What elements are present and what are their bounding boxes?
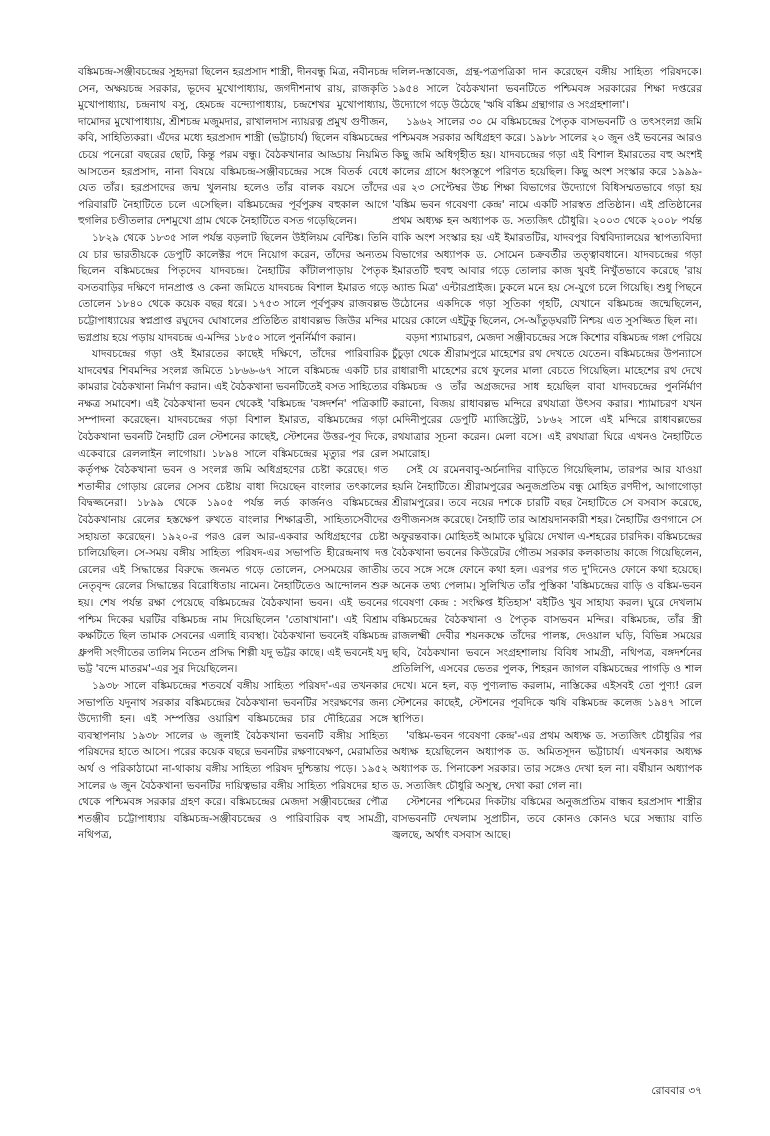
- paragraph: ১৯৬২ সালের ৩০ মে বঙ্কিমচন্দ্রের পৈতৃক বাসভবনটি ও তৎসংলগ্ন জমি পশ্চিমবঙ্গ সরকার অধিগ্রহণ করে। ১৯৮৮ সালের ২০ জুন ওই ভবনের আরও কিছু জমি অধিগৃহীত হয়। যাদবচন্দ্রের গড়া এই বিশাল ইমারতের বহু অংশই কালের গ্রাসে ধ্বংসস্তূপে পরিণত হয়েছিল। কিছু অংশ সংস্কার করে ১৯৯৯-এর ২৩ সেপ্টেম্বর উচ্চ শিক্ষা বিভাগের উদ্যোগে বিধিসম্মতভাবে গড়া হয় 'বঙ্কিম ভবন গবেষণা কেন্দ্র' নামে একটি সারস্বত প্রতিষ্ঠান। এই প্রতিষ্ঠানের প্রথম অধ্যক্ষ হন অধ্যাপক ড. সত্যজিৎ চৌধুরি। ২০০৩ থেকে ২০০৮ পর্যন্ত বাকি অংশ সংস্কার হয় এই ইমারতটির, যাদবপুর বিশ্ববিদ্যালয়ের স্থাপত্যবিদ্যা বিভাগের অধ্যাপক ড. সোমেন চক্রবর্তীর তত্ত্বাবধানে। যাদবচন্দ্রের গড়া ইমারতটি হুবহু আবার গড়ে তোলার কাজ খুবই নিখুঁতভাবে করেছে 'রায় অ্যান্ড মিত্র' এন্টারপ্রাইজ। ঢুকলে মনে হয় সে-যুগে চলে গিয়েছি। শুধু পিছনে উঠোনের একদিকে গড়া সূতিকা গৃহটি, যেখানে বঙ্কিমচন্দ্র জন্মেছিলেন, মায়ের কোলে এইটুকু ছিলেন, সে-আঁতুড়ঘরটি নিশ্চয় এত সুসজ্জিত ছিল না।: [392, 115, 702, 327]
- paragraph: 'বঙ্কিম-ভবন গবেষণা কেন্দ্র'-এর প্রথম অধ্যক্ষ ড. সত্যজিৎ চৌধুরির পর অধ্যক্ষ হয়েছিলেন অধ্যাপক ড. অমিতসূদন ভট্টাচার্য। এখনকার অধ্যক্ষ অধ্যাপক ড. পিনাকেশ সরকার। তার সঙ্গেও দেখা হল না। বর্ষীয়ান অধ্যাপক ড. সত্যজিৎ চৌধুরি অসুস্থ, দেখা করা গেল না।: [392, 729, 702, 792]
- paragraph: স্টেশনের পশ্চিমের দিকটায় বঙ্কিমের অনুজপ্রতিম বান্ধব হরপ্রসাদ শাস্ত্রীর বাসভবনটি দেখলাম সুপ্রাচীন, তবে কোনও কোনও ঘরে সন্ধ্যায় বাতি জ্বলছে, অর্থাৎ বসবাস আছে।: [392, 796, 702, 842]
- paragraph: বড়দা শ্যামাচরণ, মেজদা সঞ্জীবচন্দ্রের সঙ্গে কিশোর বঙ্কিমচন্দ্র গঙ্গা পেরিয়ে চুঁচুড়া থেকে শ্রীরামপুরে মাহেশের রথ দেখতে যেতেন। বঙ্কিমচন্দ্রের উপন্যাসে রাধারাণী মাহেশের রথে ফুলের মালা বেচতে গিয়েছিল। মাহেশের রথ দেখে বঙ্কিমচন্দ্র ও তাঁর অগ্রজদের সাধ হয়েছিল বাবা যাদবচন্দ্রের পুনর্নির্মাণ করানো, বিজয় রাধাবল্লভ মন্দিরে রথযাত্রা উৎসব করার। শ্যামাচরণ যখন মেদিনীপুরের ডেপুটি ম্যাজিস্ট্রেট, ১৮৬২ সালে এই মন্দিরে রাধাবল্লভের রথযাত্রার সূচনা করেন। মেলা বসে। এই রথযাত্রা ঘিরে এখনও নৈহাটিতে সমারোহ।: [392, 331, 702, 460]
- paragraph: ১৮২৯ থেকে ১৮৩৫ সাল পর্যন্ত বড়লাট ছিলেন উইলিয়ম বেন্টিঙ্ক। তিনি যে চার ভারতীয়কে ডেপুটি কালেক্টর পদে নিয়োগ করেন, তাঁদের অন্যতম ছিলেন বঙ্কিমচন্দ্রের পিতৃদেব যাদবচন্দ্র। নৈহাটির কাঁটালপাড়ায় পৈতৃক বসতবাড়ির দক্ষিণে দানপ্রাপ্ত ও কেনা জমিতে যাদবচন্দ্র বিশাল ইমারত গড়ে তোলেন ১৮৪০ থেকে কয়েক বছর ধরে। ১৭৫৩ সালে পূর্বপুরুষ রাজবল্লভ চট্টোপাধ্যায়ের স্বপ্নপ্রাপ্ত রঘুদেব ঘোষালের প্রতিষ্ঠিত রাধাবল্লভ জিউর মন্দির ভগ্নপ্রায় হয়ে পড়ায় যাদবচন্দ্র এ-মন্দির ১৮৫০ সালে পুনর্নির্মাণ করান।: [78, 231, 388, 344]
- paragraph: সেই যে রমেনবাবু-অর্চনাদির বাড়িতে গিয়েছিলাম, তারপর আর যাওয়া হয়নি নৈহাটিতে। শ্রীরামপুরের অনুজপ্রতিম বন্ধু মোহিত রণদীপ, আগাগোড়া শ্রীরামপুরের। তবে নয়ের দশকে চারটি বছর নৈহাটিতে সে বসবাস করেছে, গুণীজনসঙ্গ করেছে। নৈহাটি তার আশ্রয়দানকারী শহর। নৈহাটির গুণগানে সে অফুরন্তবাক। মোহিতই আমাকে ঘুরিয়ে দেখাল এ-শহরের চারদিক। বঙ্কিমচন্দ্রের বৈঠকখানা ভবনের কিউরেটর গৌতম সরকার কলকাতায় কাজে গিয়েছিলেন, তবে সঙ্গে সঙ্গে ফোনে কথা হল। এরপর গত দু'দিনেও ফোনে কথা হয়েছে। অনেক তথ্য পেলাম। সুলিখিত তাঁর পুস্তিকা 'বঙ্কিমচন্দ্রের বাড়ি ও বঙ্কিম-ভবন গবেষণা কেন্দ্র : সংক্ষিপ্ত ইতিহাস' বইটিও খুব সাহায্য করল। ঘুরে দেখলাম বঙ্কিমচন্দ্রের বৈঠকখানা ও পৈতৃক বাসভবন মন্দির। বঙ্কিমচন্দ্র, তাঁর স্ত্রী রাজলক্ষ্মী দেবীর শয়নকক্ষে তাঁদের পালঙ্ক, দেওয়াল ঘড়ি, বিভিন্ন সময়ের ছবি, বৈঠকখানা ভবনে সংগ্রহশালায় বিবিধ সামগ্রী, নথিপত্র, বঙ্গদর্শনের প্রতিলিপি, এসবের ভেতর পুলক, শিহরন জাগল বঙ্কিমচন্দ্রের পাগড়ি ও শাল দেখে। মনে হল, বড় পুণ্যলাভ করলাম, নাস্তিকের এইসবই তো পুণ্য! রেল স্টেশনের কাছেই, স্টেশনের পূবদিকে ঋষি বঙ্কিমচন্দ্র কলেজ ১৯৪৭ সালে স্থাপিত।: [392, 464, 702, 726]
- paragraph: দলিল-দস্তাবেজ, গ্রন্থ-পত্রপত্রিকা দান করেছেন বঙ্গীয় সাহিত্য পরিষদকে। ১৯৫৪ সালে বৈঠকখানা ভবনটিতে পশ্চিমবঙ্গ সরকারের শিক্ষা দপ্তরের উদ্যোগে গড়ে উঠেছে 'ঋষি বঙ্কিম গ্রন্থাগার ও সংগ্রহশালা'।: [392, 66, 702, 112]
- paragraph: ১৯৩৮ সালে বঙ্কিমচন্দ্রের শতবর্ষে বঙ্গীয় সাহিত্য পরিষদ'-এর তখনকার সভাপতি যদুনাথ সরকার বঙ্কিমচন্দ্রের বৈঠকখানা ভবনটির সংরক্ষণের জন্য উদ্যোগী হন। এই সম্পত্তির ওয়ারিশ বঙ্কিমচন্দ্রের চার দৌহিত্রের সঙ্গে ব্যবস্থাপনায় ১৯৩৮ সালের ৬ জুলাই বৈঠকখানা ভবনটি বঙ্গীয় সাহিত্য পরিষদের হাতে আসে। পরের কয়েক বছরে ভবনটির রক্ষণাবেক্ষণ, মেরামতির অর্থ ও পরিকাঠামো না-থাকায় বঙ্গীয় সাহিত্য পরিষদ দুশ্চিন্তায় পড়ে। ১৯৫২ সালের ৬ জুন বৈঠকখানা ভবনটির দায়িত্বভার বঙ্গীয় সাহিত্য পরিষদের হাত থেকে পশ্চিমবঙ্গ সরকার গ্রহণ করে। বঙ্কিমচন্দ্রের মেজদা সঞ্জীবচন্দ্রের পৌত্র শতঞ্জীব চট্টোপাধ্যায় বঙ্কিমচন্দ্র-সঞ্জীবচন্দ্রের ও পারিবারিক বহু সামগ্রী, নথিপত্র,: [78, 679, 388, 842]
- paragraph: যাদবচন্দ্রের গড়া ওই ইমারতের কাছেই দক্ষিণে, তাঁদের পারিবারিক যাদবেশ্বর শিবমন্দির সংলগ্ন জমিতে ১৮৬৬-৬৭ সালে বঙ্কিমচন্দ্র একটি চার কামরার বৈঠকখানা নির্মাণ করান। এই বৈঠকখানা ভবনটিতেই বসত সাহিত্যের নক্ষত্র সমাবেশ। এই বৈঠকখানা ভবন থেকেই 'বঙ্কিমচন্দ্র 'বঙ্গদর্শন' পত্রিকাটি সম্পাদনা করেছেন। যাদবচন্দ্রের গড়া বিশাল ইমারত, বঙ্কিমচন্দ্রের গড়া বৈঠকখানা ভবনটি নৈহাটি রেল স্টেশনের কাছেই, স্টেশনের উত্তর-পূব দিকে, একেবারে রেললাইন লাগোয়া। ১৮৯৪ সালে বঙ্কিমচন্দ্রের মৃত্যুর পর রেল কর্তৃপক্ষ বৈঠকখানা ভবন ও সংলগ্ন জমি অধিগ্রহণের চেষ্টা করেছে। গত শতাব্দীর গোড়ায় রেলের সেসব চেষ্টায় বাধা দিয়েছেন বাংলার তৎকালের বিদ্বজ্জনেরা। ১৮৯৯ থেকে ১৯০৫ পর্যন্ত লর্ড কার্জনও বঙ্কিমচন্দ্রের বৈঠকখানায় রেলের হস্তক্ষেপ রুখতে বাংলার শিক্ষাব্রতী, সাহিত্যসেবীদের সহায়তা করেছেন। ১৯২০-র পরও রেল আর-একবার অধিগ্রহণের চেষ্টা চালিয়েছিল। সে-সময় বঙ্গীয় সাহিত্য পরিষদ-এর সভাপতি হীরেন্দ্রনাথ দত্ত রেলের এই সিদ্ধান্তের বিরুদ্ধে জনমত গড়ে তোলেন, সেসময়ের জাতীয় নেতৃবৃন্দ রেলের সিদ্ধান্তের বিরোধিতায় নামেন। নৈহাটিতেও আন্দোলন শুরু হয়। শেষ পর্যন্ত রক্ষা পেয়েছে বঙ্কিমচন্দ্রের বৈঠকখানা ভবন। এই ভবনের পশ্চিম দিকের ঘরটির বঙ্কিমচন্দ্র নাম দিয়েছিলেন 'তোষাখানা'। এই বিশ্রাম কক্ষটিতে ছিল তামাক সেবনের এলাহি ব্যবস্থা। বৈঠকখানা ভবনেই বঙ্কিমচন্দ্র ধ্রুপদী সংগীতের তালিম নিতেন প্রসিদ্ধ শিল্পী যদু ভট্টর কাছে। এই ভবনেই যদু ভট্ট 'বন্দে মাতরম'-এর সুর দিয়েছিলেন।: [78, 348, 388, 676]
- paragraph: বঙ্কিমচন্দ্র-সঞ্জীবচন্দ্রের সুহৃদরা ছিলেন হরপ্রসাদ শাস্ত্রী, দীনবন্ধু মিত্র, নবীনচন্দ্র সেন, অক্ষয়চন্দ্র সরকার, ভূদেব মুখোপাধ্যায়, জগদীশনাথ রায়, রাজকৃতি মুখোপাধ্যায়, চন্দ্রনাথ বসু, হেমচন্দ্র বন্দ্যোপাধ্যায়, চন্দ্রশেখর মুখোপাধ্যায়, দামোদর মুখোপাধ্যায়, শ্রীশচন্দ্র মজুমদার, রাখালদাস ন্যায়রত্ন প্রমুখ গুণীজন, কবি, সাহিত্যিকরা। এঁদের মধ্যে হরপ্রসাদ শাস্ত্রী (ভট্টাচার্য) ছিলেন বঙ্কিমচন্দ্রের চেয়ে পনেরো বছরের ছোট, কিন্তু পরম বন্ধু। বৈঠকখানার আড্ডায় নিয়মিত আসতেন হরপ্রসাদ, নানা বিষয়ে বঙ্কিমচন্দ্র-সঞ্জীবচন্দ্রের সঙ্গে বিতর্ক বেধে যেত তাঁর। হরপ্রসাদের জন্ম খুলনায় হলেও তাঁর বালক বয়সে তাঁদের পরিবারটি নৈহাটিতে চলে এসেছিল। বঙ্কিমচন্দ্রের পূর্বপুরুষ বহুকাল আগে হুগলির চণ্ডীতলার দেশমুখো গ্রাম থেকে নৈহাটিতে বসত গড়েছিলেন।: [78, 66, 388, 228]
- left-column: [78, 64, 388, 1076]
- page-footer: রোববার ৩৭: [651, 1085, 702, 1097]
- right-column: [392, 64, 702, 1076]
